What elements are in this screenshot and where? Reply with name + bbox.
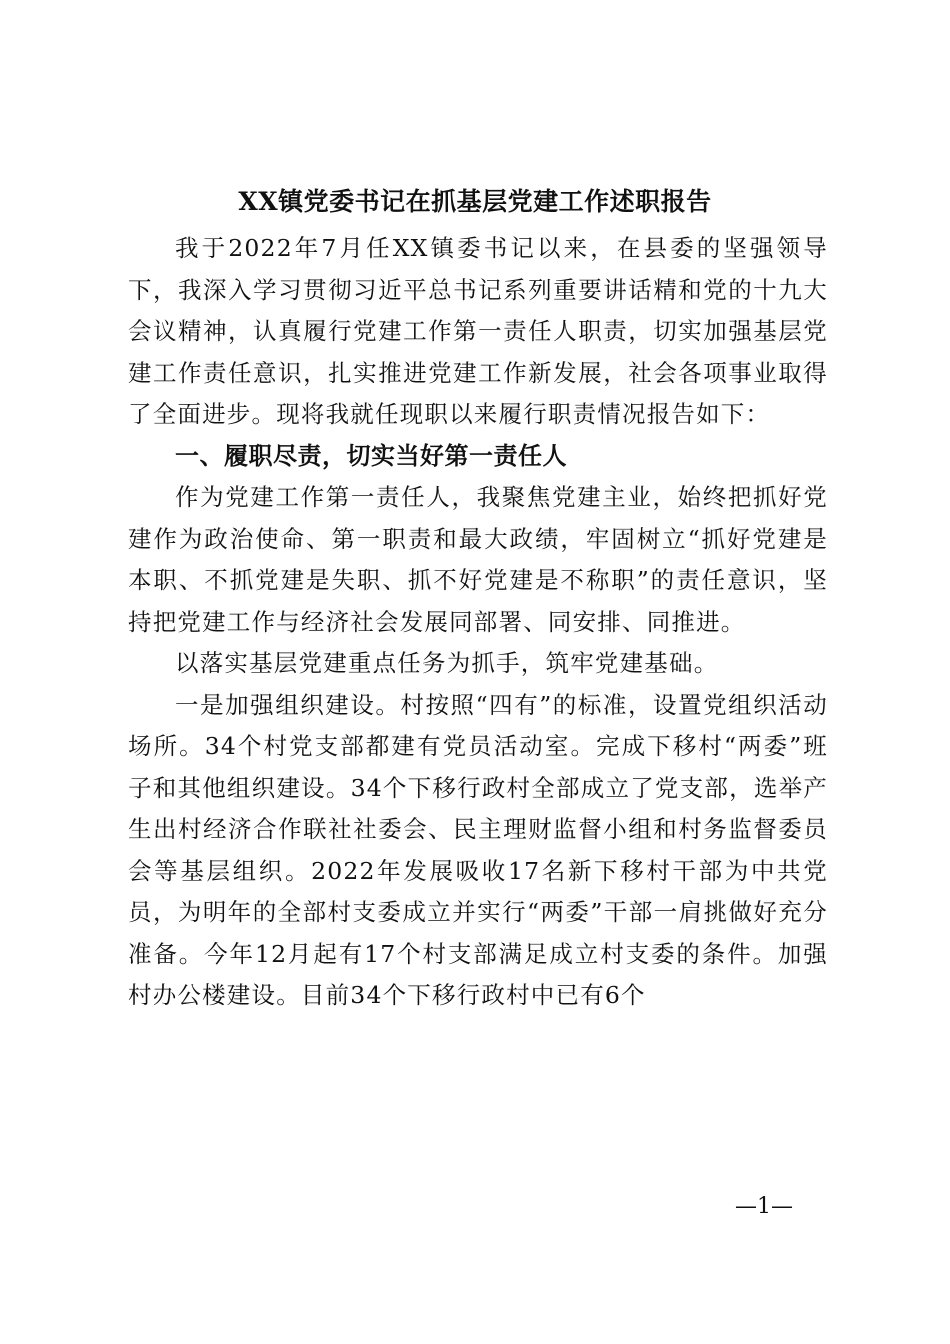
section-heading-1: 一、履职尽责，切实当好第一责任人 — [175, 441, 567, 470]
intro-paragraph: 我于2022年7月任XX镇委书记以来，在县委的坚强领导下，我深入学习贯彻习近平总书记系列重要讲话精和党的十九大会议精神，认真履行党建工作第一责任人职责，切实加强基层党建工作责任意识，扎实推进党建工作新发展，社会各项事业取得了全面进步。现将我就任现职以来履行职责情况报告如下： — [128, 234, 828, 428]
section-1-subparagraph: 以落实基层党建重点任务为抓手，筑牢党建基础。 — [175, 649, 719, 677]
page-number: —1— — [735, 1194, 793, 1219]
document-body — [128, 228, 828, 1017]
document-title: XX镇党委书记在抓基层党建工作述职报告 — [238, 187, 712, 216]
section-1-paragraph: 作为党建工作第一责任人，我聚焦党建主业，始终把抓好党建作为政治使命、第一职责和最大政绩，牢固树立“抓好党建是本职、不抓党建是失职、抓不好党建是不称职”的责任意识，坚持把党建工作与经济社会发展同部署、同安排、同推进。 — [128, 483, 828, 636]
organization-building-paragraph: 一是加强组织建设。村按照“四有”的标准，设置党组织活动场所。34个村党支部都建有党员活动室。完成下移村“两委”班子和其他组织建设。34个下移行政村全部成立了党支部，选举产生出村经济合作联社社委会、民主理财监督小组和村务监督委员会等基层组织。2022年发展吸收17名新下移村干部为中共党员，为明年的全部村支委成立并实行“两委”干部一肩挑做好充分准备。今年12月起有17个村支部满足成立村支委的条件。加强村办公楼建设。目前34个下移行政村中已有6个 — [128, 690, 828, 1009]
